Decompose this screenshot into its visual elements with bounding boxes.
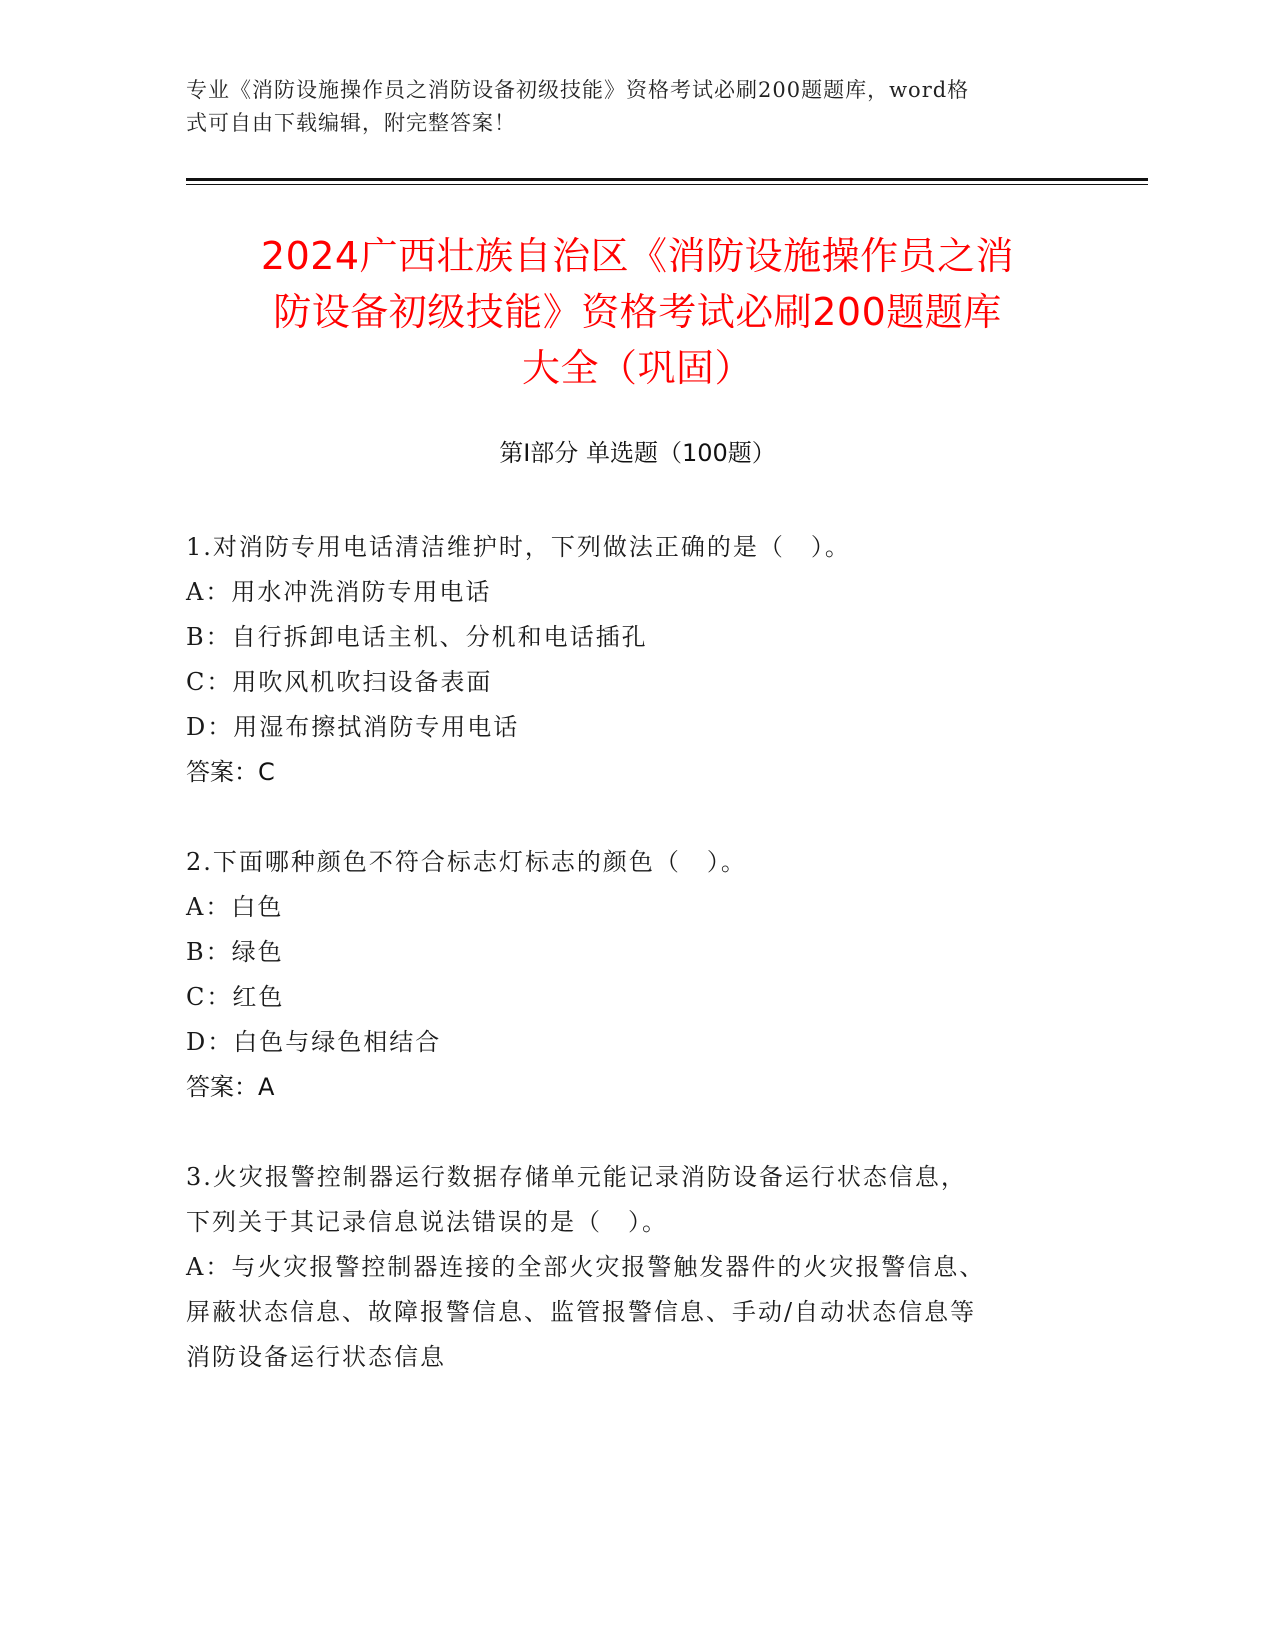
option-a: A：用水冲洗消防专用电话	[186, 578, 492, 606]
option-a-continued: 屏蔽状态信息、故障报警信息、监管报警信息、手动/自动状态信息等	[186, 1298, 977, 1326]
question-stem-continued: 下列关于其记录信息说法错误的是（ ）。	[186, 1208, 668, 1236]
question-stem: 1.对消防专用电话清洁维护时，下列做法正确的是（ ）。	[186, 533, 851, 561]
section-heading: 第Ⅰ部分 单选题（100题）	[499, 439, 776, 467]
answer-label: 答案：A	[186, 1073, 275, 1101]
option-d: D：白色与绿色相结合	[186, 1028, 442, 1056]
option-a: A：与火灾报警控制器连接的全部火灾报警触发器件的火灾报警信息、	[186, 1253, 986, 1281]
title-line: 防设备初级技能》资格考试必刷200题题库	[273, 290, 1002, 334]
header-divider-thick	[186, 178, 1148, 181]
answer-label: 答案：C	[186, 758, 275, 786]
option-b: B：绿色	[186, 938, 284, 966]
header-note	[186, 74, 1066, 140]
question-stem: 3.火灾报警控制器运行数据存储单元能记录消防设备运行状态信息，	[186, 1163, 967, 1191]
question-list	[186, 525, 1066, 1425]
document-title	[150, 228, 1125, 396]
option-c: C：红色	[186, 983, 285, 1011]
header-note-line: 式可自由下载编辑，附完整答案！	[186, 111, 516, 135]
option-c: C：用吹风机吹扫设备表面	[186, 668, 493, 696]
option-a: A：白色	[186, 893, 284, 921]
header-divider-thin	[186, 184, 1148, 185]
question-item	[186, 840, 1066, 1110]
question-item	[186, 525, 1066, 795]
title-line: 大全（巩固）	[521, 346, 753, 390]
option-a-continued: 消防设备运行状态信息	[186, 1343, 446, 1371]
question-stem: 2.下面哪种颜色不符合标志灯标志的颜色（ ）。	[186, 848, 747, 876]
header-note-line: 专业《消防设施操作员之消防设备初级技能》资格考试必刷200题题库，word格	[186, 78, 970, 102]
option-d: D：用湿布擦拭消防专用电话	[186, 713, 520, 741]
title-line: 2024广西壮族自治区《消防设施操作员之消	[260, 234, 1015, 278]
option-b: B：自行拆卸电话主机、分机和电话插孔	[186, 623, 648, 651]
question-item	[186, 1155, 1066, 1380]
